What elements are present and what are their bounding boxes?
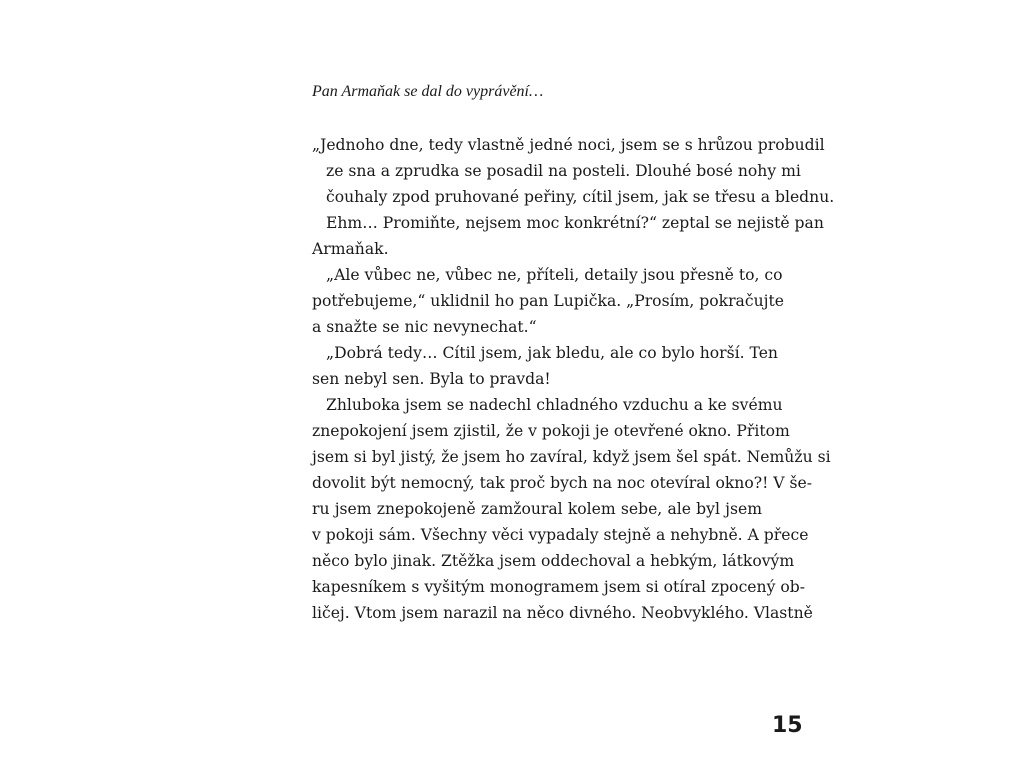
text-line: potřebujeme,“ uklidnil ho pan Lupička. „Prosím, pokračujte [312,292,784,310]
text-line: sen nebyl sen. Byla to pravda! [312,370,551,388]
intro-line: Pan Armaňak se dal do vyprávění… [312,83,544,100]
text-line: Armaňak. [312,240,389,258]
text-line: jsem si byl jistý, že jsem ho zavíral, když jsem šel spát. Nemůžu si [312,448,831,466]
text-line: znepokojení jsem zjistil, že v pokoji je otevřené okno. Přitom [312,422,790,440]
text-line: v pokoji sám. Všechny věci vypadaly stejně a nehybně. A přece [312,526,809,544]
text-line: ze sna a zprudka se posadil na posteli. Dlouhé bosé nohy mi [326,162,801,180]
page-number: 15 [772,713,803,738]
text-line: „Dobrá tedy… Cítil jsem, jak bledu, ale co bylo horší. Ten [326,344,778,362]
text-line: a snažte se nic nevynechat.“ [312,318,537,336]
text-line: čouhaly zpod pruhované peřiny, cítil jsem, jak se třesu a blednu. [326,188,835,206]
text-line: Ehm… Promiňte, nejsem moc konkrétní?“ zeptal se nejistě pan [326,214,824,232]
text-line: „Jednoho dne, tedy vlastně jedné noci, jsem se s hrůzou probudil [312,136,825,154]
text-line: Zhluboka jsem se nadechl chladného vzduchu a ke svému [326,396,783,414]
body-text [312,132,835,626]
text-line: ru jsem znepokojeně zamžoural kolem sebe, ale byl jsem [312,500,762,518]
text-line: kapesníkem s vyšitým monogramem jsem si otíral zpocený ob- [312,578,805,596]
text-line: ličej. Vtom jsem narazil na něco divného. Neobvyklého. Vlastně [312,604,813,622]
text-line: „Ale vůbec ne, vůbec ne, příteli, detaily jsou přesně to, co [326,266,783,284]
text-line: dovolit být nemocný, tak proč bych na noc otevíral okno?! V še- [312,474,813,492]
text-line: něco bylo jinak. Ztěžka jsem oddechoval a hebkým, látkovým [312,552,795,570]
